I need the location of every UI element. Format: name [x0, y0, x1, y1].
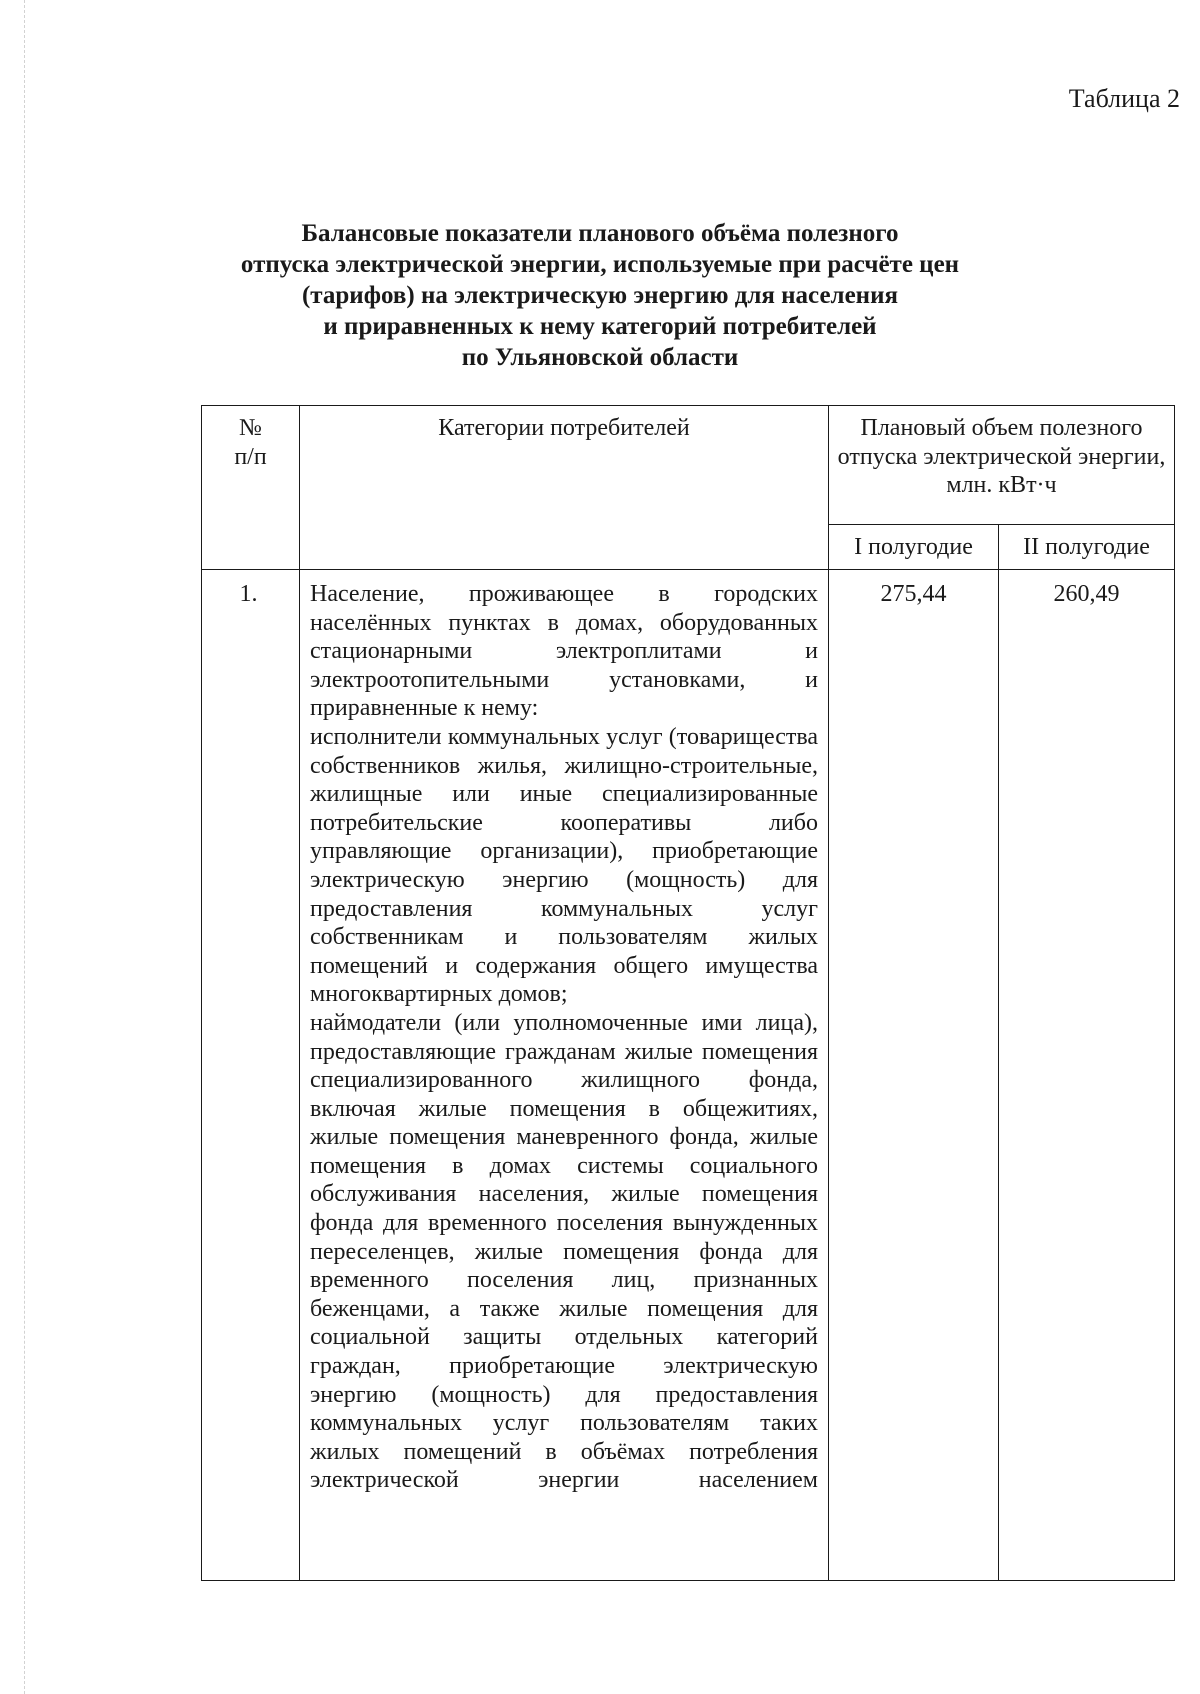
- row-category-text: [300, 570, 829, 1581]
- header-volume-label: Плановый объем полезного отпуска электрической энергии, млн. кВт·ч: [837, 415, 1166, 499]
- row-number: 1.: [202, 570, 300, 1581]
- row-value-half-2: 260,49: [999, 570, 1175, 1581]
- category-paragraph: наймодатели (или уполномоченные ими лица), предоставляющие гражданам жилые помещения специализированного жилищного фонда, включая жилые помещения в общежитиях, жилые помещения маневренного фонда, жилые помещения в домах системы социального обслуживания населения, жилые помещения фонда для временного поселения вынужденных переселенцев, жилые помещения фонда для временного поселения лиц, признанных беженцами, а также жилые помещения для социальной защиты отдельных категорий граждан, приобретающие электрическую энергию (мощность) для предоставления коммунальных услуг пользователям таких жилых помещений в объёмах потребления электрической энергии населением: [310, 1009, 818, 1494]
- category-paragraph: Население, проживающее в городских населённых пунктах в домах, оборудованных стационарными электроплитами и электроотопительными установками, и приравненные к нему:: [310, 581, 818, 722]
- balance-table: [201, 405, 1175, 1581]
- header-category-label: Категории потребителей: [438, 415, 690, 441]
- title-line: отпуска электрической энергии, используемые при расчёте цен: [240, 251, 960, 278]
- header-volume: [829, 406, 1175, 525]
- header-number: [202, 406, 300, 570]
- title-line: (тарифов) на электрическую энергию для населения: [301, 282, 899, 309]
- table-header-row: [202, 406, 1175, 525]
- title-line: и приравненных к нему категорий потребителей: [323, 313, 877, 340]
- header-half-2: II полугодие: [999, 525, 1175, 570]
- table-row: [202, 570, 1175, 1581]
- header-number-label: № п/п: [234, 415, 267, 470]
- row-value-half-1: 275,44: [829, 570, 999, 1581]
- page-margin-line: [24, 0, 25, 1694]
- title-line: по Ульяновской области: [461, 344, 739, 371]
- category-paragraph: исполнители коммунальных услуг (товарищества собственников жилья, жилищно-строительные, жилищные или иные специализированные потребительские кооперативы либо управляющие организации), приобретающие электрическую энергию (мощность) для предоставления коммунальных услуг собственникам и пользователям жилых помещений и содержания общего имущества многоквартирных домов;: [310, 723, 818, 1008]
- table-label: Таблица 2: [1068, 84, 1180, 113]
- title-line: Балансовые показатели планового объёма полезного: [301, 220, 899, 247]
- header-half-1: I полугодие: [829, 525, 999, 570]
- document-title: [200, 218, 1000, 373]
- header-category: [300, 406, 829, 570]
